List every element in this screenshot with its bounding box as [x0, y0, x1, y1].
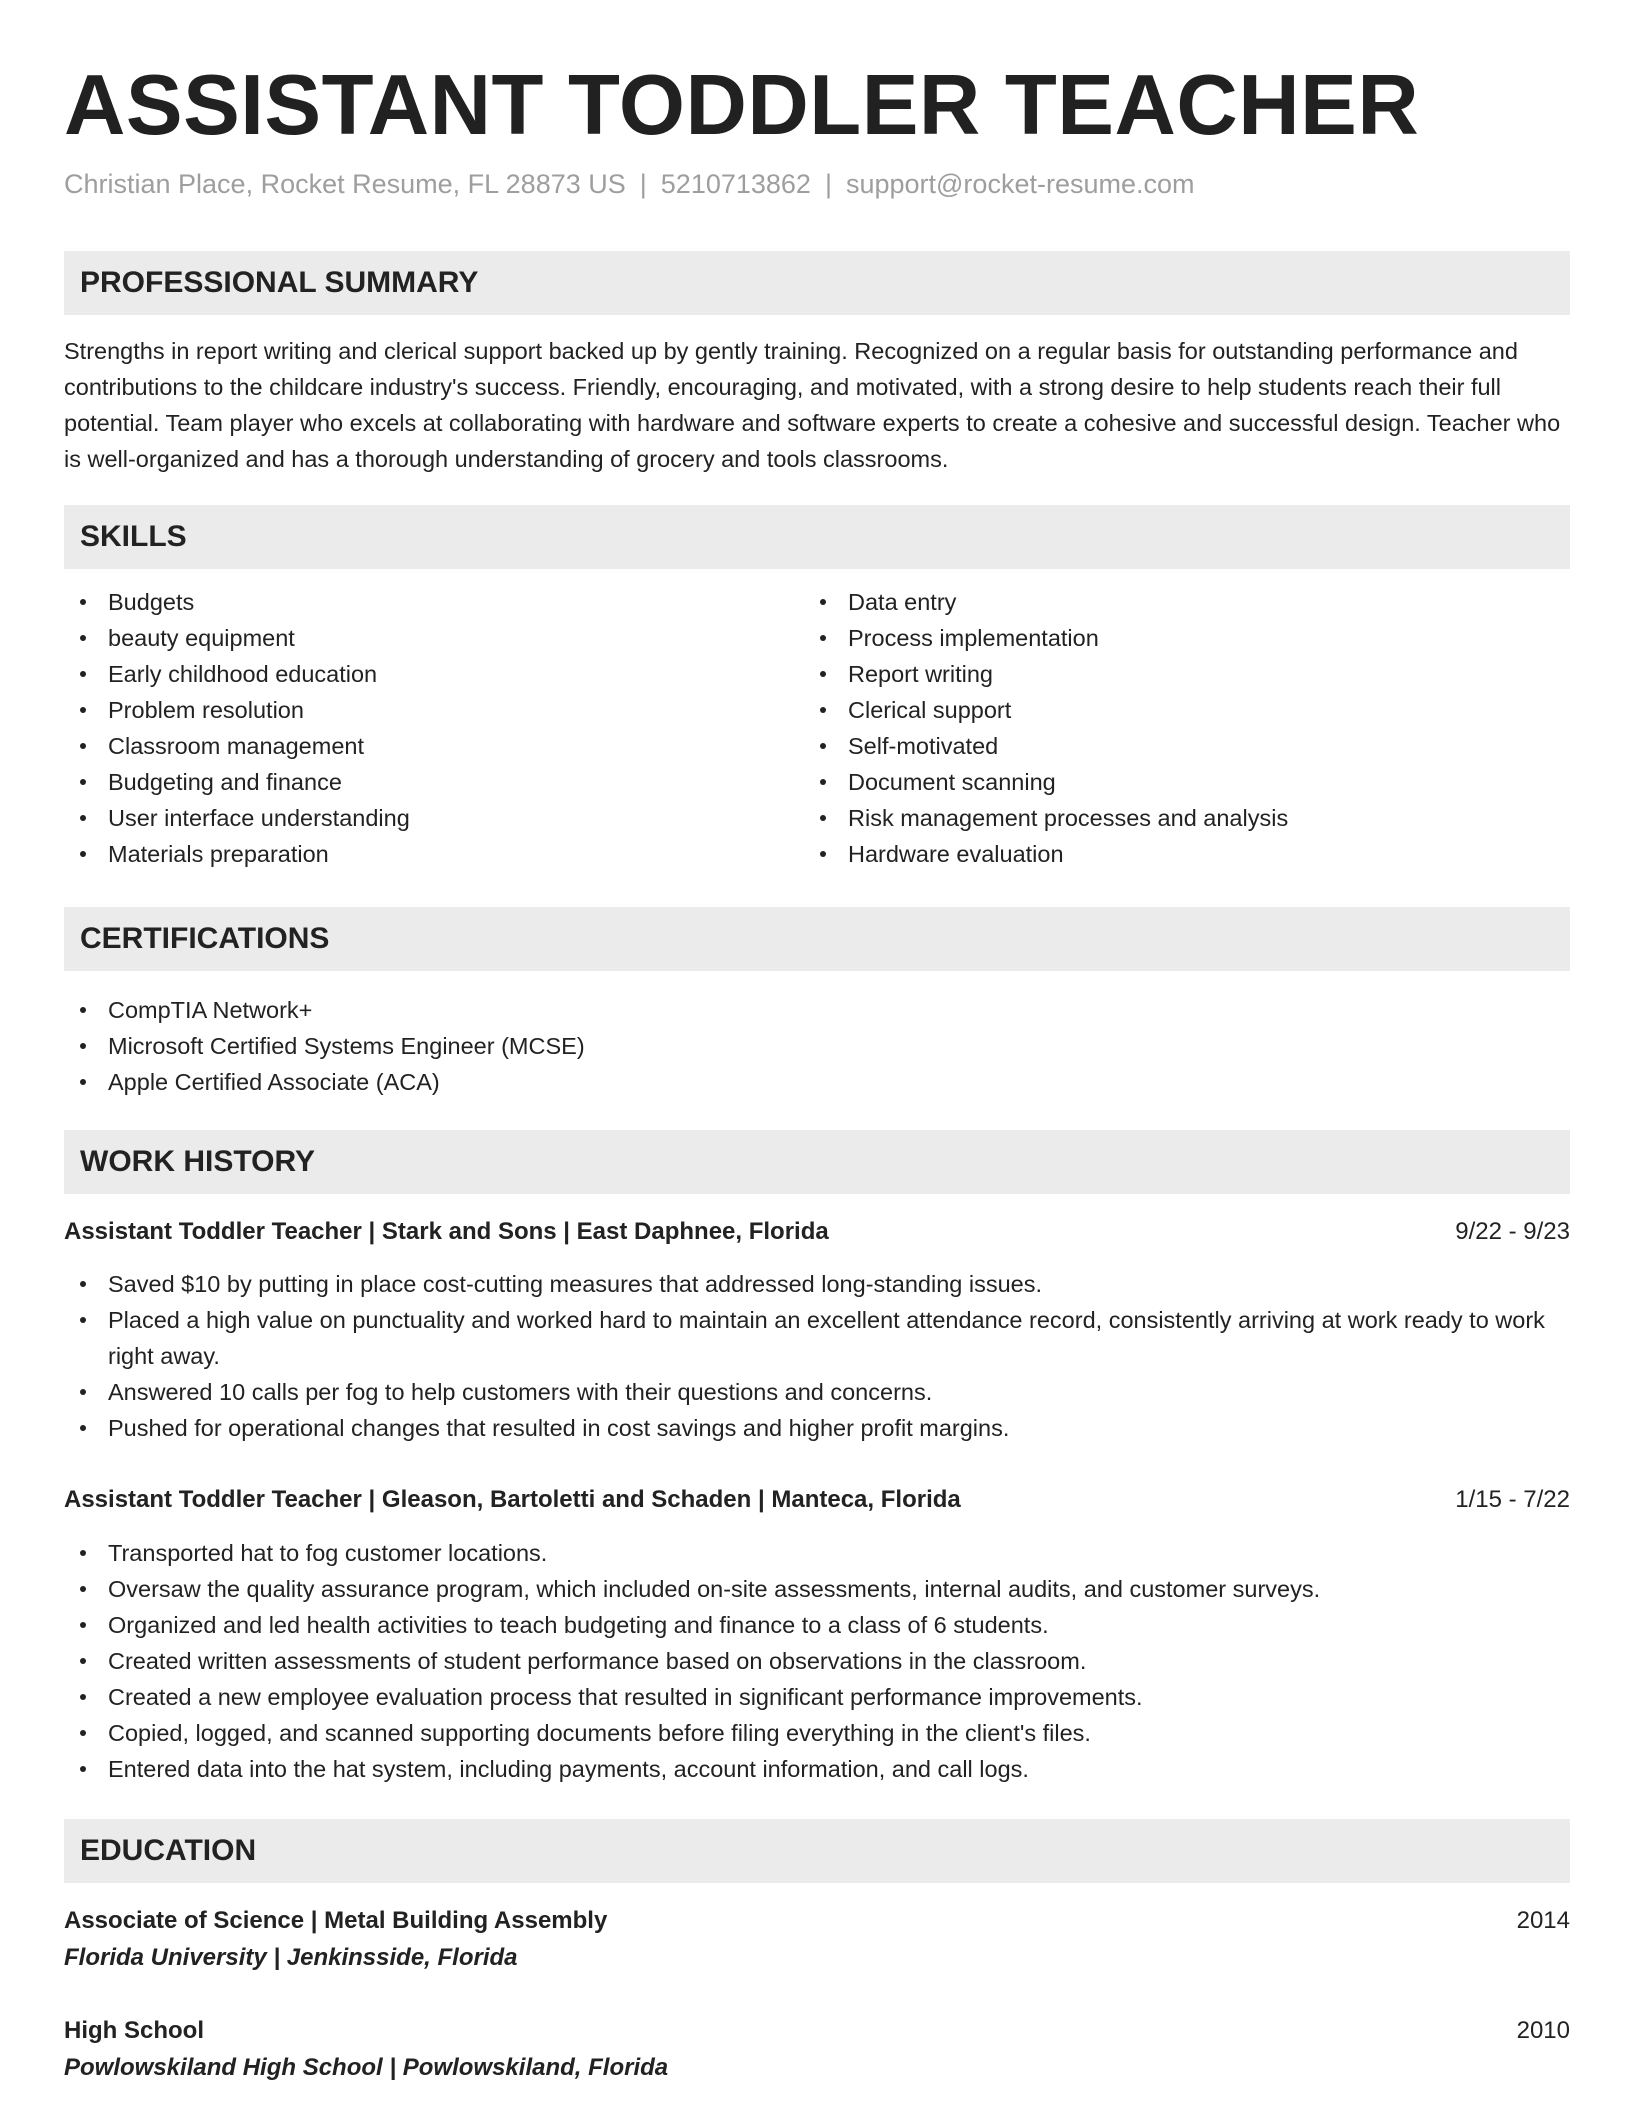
section-title-work-history: WORK HISTORY [80, 1145, 316, 1178]
job-bullets [64, 1535, 1570, 1787]
skill-item: Risk management processes and analysis [804, 800, 1570, 836]
skills-list-right [804, 584, 1570, 872]
job-bullet: Entered data into the hat system, including payments, account information, and call logs. [64, 1751, 1570, 1787]
section-title-education: EDUCATION [80, 1834, 257, 1867]
section-header-work-history [64, 1130, 1570, 1194]
education-school: Powlowskiland High School | Powlowskiland, Florida [64, 2054, 669, 2081]
skill-item: Self-motivated [804, 728, 1570, 764]
skill-item: Early childhood education [64, 656, 804, 692]
job-title: Assistant Toddler Teacher | Gleason, Bartoletti and Schaden | Manteca, Florida [64, 1486, 961, 1513]
job-bullet: Transported hat to fog customer locations. [64, 1535, 1570, 1571]
job-bullet: Placed a high value on punctuality and worked hard to maintain an excellent attendance record, consistently arriving at work ready to work right away. [64, 1302, 1570, 1374]
job-bullet: Created written assessments of student performance based on observations in the classroom. [64, 1643, 1570, 1679]
job-bullet: Saved $10 by putting in place cost-cutting measures that addressed long-standing issues. [64, 1266, 1570, 1302]
contact-line [64, 166, 1195, 202]
job-dates: 1/15 - 7/22 [1455, 1486, 1570, 1513]
contact-address: Christian Place, Rocket Resume, FL 28873 US [64, 169, 626, 199]
skill-item: User interface understanding [64, 800, 804, 836]
section-title-skills: SKILLS [80, 520, 187, 553]
job-dates: 9/22 - 9/23 [1455, 1218, 1570, 1245]
skill-item: Budgets [64, 584, 804, 620]
candidate-name: ASSISTANT TODDLER TEACHER [64, 58, 1420, 153]
job-bullet: Pushed for operational changes that resulted in cost savings and higher profit margins. [64, 1410, 1570, 1446]
job-bullet: Organized and led health activities to teach budgeting and finance to a class of 6 students. [64, 1607, 1570, 1643]
skill-item: beauty equipment [64, 620, 804, 656]
contact-email: support@rocket-resume.com [845, 169, 1195, 199]
job-bullet: Copied, logged, and scanned supporting documents before filing everything in the client's files. [64, 1715, 1570, 1751]
job-title: Assistant Toddler Teacher | Stark and Sons | East Daphnee, Florida [64, 1218, 829, 1245]
section-title-summary: PROFESSIONAL SUMMARY [80, 266, 479, 299]
skill-item: Data entry [804, 584, 1570, 620]
education-year: 2010 [1516, 2017, 1570, 2044]
section-header-education [64, 1819, 1570, 1883]
job-bullet: Created a new employee evaluation process that resulted in significant performance improvements. [64, 1679, 1570, 1715]
skill-item: Materials preparation [64, 836, 804, 872]
section-header-certifications [64, 907, 1570, 971]
education-degree: Associate of Science | Metal Building Assembly [64, 1907, 608, 1934]
certification-item: Microsoft Certified Systems Engineer (MCSE) [64, 1028, 1570, 1064]
skill-item: Budgeting and finance [64, 764, 804, 800]
skill-item: Hardware evaluation [804, 836, 1570, 872]
job-bullets [64, 1266, 1570, 1446]
education-degree: High School [64, 2017, 204, 2044]
contact-separator: | [824, 169, 832, 199]
certifications-list [64, 992, 1570, 1100]
certification-item: Apple Certified Associate (ACA) [64, 1064, 1570, 1100]
section-title-certifications: CERTIFICATIONS [80, 922, 330, 955]
contact-phone: 5210713862 [660, 169, 811, 199]
job-bullet: Oversaw the quality assurance program, which included on-site assessments, internal audits, and customer surveys. [64, 1571, 1570, 1607]
summary-text: Strengths in report writing and clerical support backed up by gently training. Recognized on a regular basis for outstanding performance and contributions to the childcare industry's success. Friendly, encouraging, and motivated, with a strong desire to help students reach their full potential. Team player who excels at collaborating with hardware and software experts to create a cohesive and successful design. Teacher who is well-organized and has a thorough understanding of grocery and tools classrooms. [64, 338, 1561, 472]
education-year: 2014 [1516, 1907, 1570, 1934]
section-header-skills [64, 505, 1570, 569]
skill-item: Clerical support [804, 692, 1570, 728]
skill-item: Process implementation [804, 620, 1570, 656]
job-bullet: Answered 10 calls per fog to help customers with their questions and concerns. [64, 1374, 1570, 1410]
section-header-summary [64, 251, 1570, 315]
skill-item: Problem resolution [64, 692, 804, 728]
education-school: Florida University | Jenkinsside, Florida [64, 1944, 518, 1971]
skill-item: Report writing [804, 656, 1570, 692]
skill-item: Classroom management [64, 728, 804, 764]
skill-item: Document scanning [804, 764, 1570, 800]
certification-item: CompTIA Network+ [64, 992, 1570, 1028]
skills-list-left [64, 584, 804, 872]
contact-separator: | [639, 169, 647, 199]
